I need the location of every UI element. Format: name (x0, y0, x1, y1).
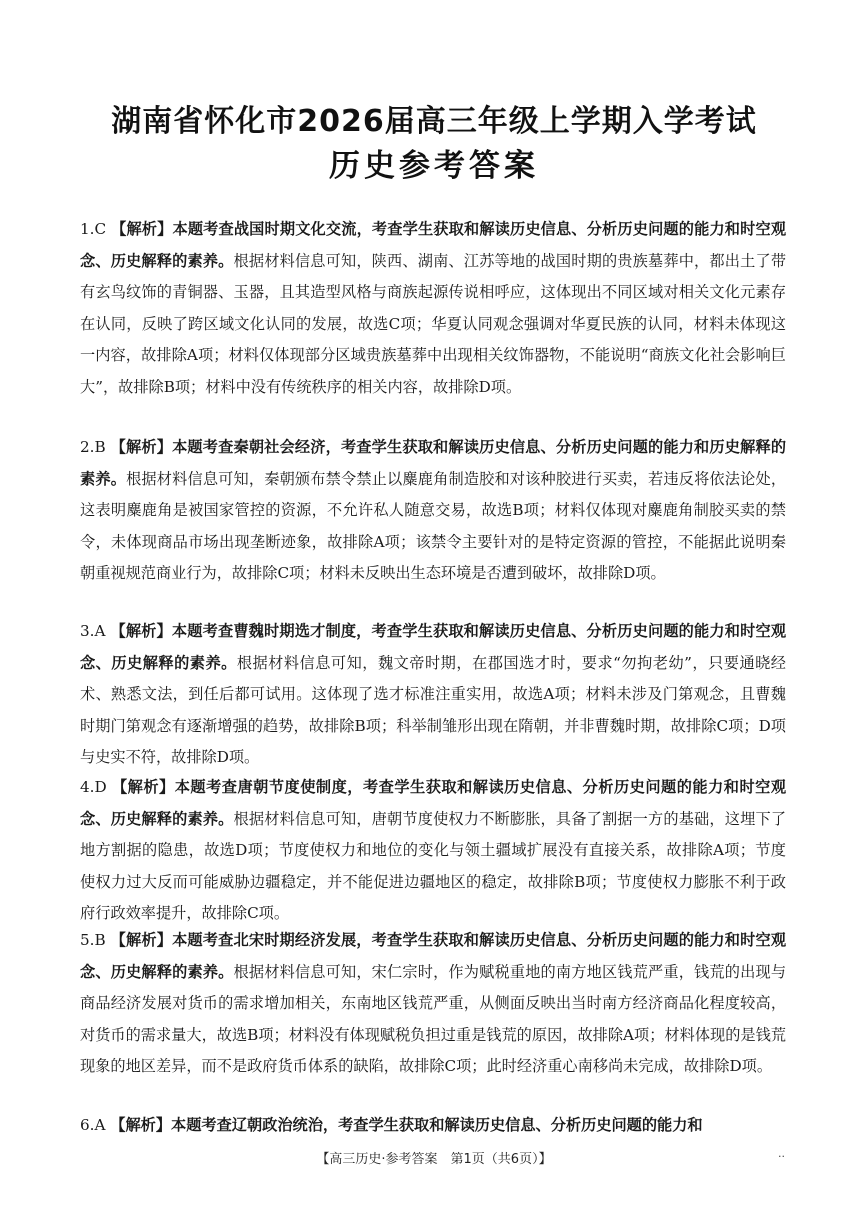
answer-item-4 (80, 772, 786, 930)
answer-item-5 (80, 925, 786, 1083)
page-subtitle: 历史参考答案 (329, 148, 539, 184)
answer-number: 2.B (80, 438, 106, 456)
answer-analysis-body: 根据材料信息可知，秦朝颁布禁令禁止以麋鹿角制造胶和对该种胶进行买卖，若违反将依法论处，这表明麋鹿角是被国家管控的资源，不允许私人随意交易，故选B项；材料仅体现对麋鹿角制胶买卖的禁令，未体现商品市场出现垄断迹象，故排除A项；该禁令主要针对的是特定资源的管控，不能据此说明秦朝重视规范商业行为，故排除C项；材料未反映出生态环境是否遭到破坏，故排除D项。 (80, 469, 787, 583)
corner-mark: ·· (778, 1150, 785, 1163)
answer-item-1 (80, 214, 786, 404)
answer-analysis-lead: 【解析】本题考查秦朝社会经济，考查学生获取和解读历史信息、分析历史问题的能力和历史解释的素养。 (80, 438, 787, 488)
answer-analysis-lead: 【解析】本题考查战国时期文化交流，考查学生获取和解读历史信息、分析历史问题的能力和时空观念、历史解释的素养。 (80, 220, 787, 270)
answer-analysis-body: 根据材料信息可知，魏文帝时期，在郡国选才时，要求“勿拘老幼”，只要通晓经术、熟悉文法，到任后都可试用。这体现了选才标准注重实用，故选A项；材料未涉及门第观念，且曹魏时期门第观念有逐渐增强的趋势，故排除B项；科举制雏形出现在隋朝，并非曹魏时期，故排除C项；D项与史实不符，故排除D项。 (80, 653, 786, 767)
answer-analysis-lead: 【解析】本题考查曹魏时期选才制度，考查学生获取和解读历史信息、分析历史问题的能力和时空观念、历史解释的素养。 (80, 622, 787, 672)
answer-number: 1.C (80, 220, 107, 238)
answer-analysis-body: 根据材料信息可知，陕西、湖南、江苏等地的战国时期的贵族墓葬中，都出土了带有玄鸟纹饰的青铜器、玉器，且其造型风格与商族起源传说相呼应，这体现出不同区域对相关文化元素存在认同，反映了跨区域文化认同的发展，故选C项；华夏认同观念强调对华夏民族的认同，材料未体现这一内容，故排除A项；材料仅体现部分区域贵族墓葬中出现相关纹饰器物，不能说明“商族文化社会影响巨大”，故排除B项；材料中没有传统秩序的相关内容，故排除D项。 (80, 251, 787, 396)
page-footer: 【高三历史·参考答案 第1页（共6页）】 (316, 1152, 552, 1167)
answer-item-2 (80, 432, 786, 590)
answer-number: 3.A (80, 622, 106, 640)
answer-analysis-lead: 【解析】本题考查辽朝政治统治，考查学生获取和解读历史信息、分析历史问题的能力和 (110, 1116, 703, 1134)
answer-number: 6.A (80, 1116, 106, 1134)
answer-item-3 (80, 616, 786, 774)
answer-item-6 (80, 1110, 786, 1142)
answer-analysis-lead: 【解析】本题考查北宋时期经济发展，考查学生获取和解读历史信息、分析历史问题的能力和时空观念、历史解释的素养。 (80, 931, 787, 981)
answer-analysis-body: 根据材料信息可知，唐朝节度使权力不断膨胀，具备了割据一方的基础，这埋下了地方割据的隐患，故选D项；节度使权力和地位的变化与领土疆域扩展没有直接关系，故排除A项；节度使权力过大反而可能威胁边疆稳定，并不能促进边疆地区的稳定，故排除B项；节度使权力膨胀不利于政府行政效率提升，故排除C项。 (80, 809, 787, 923)
answer-analysis-body: 根据材料信息可知，宋仁宗时，作为赋税重地的南方地区钱荒严重，钱荒的出现与商品经济发展对货币的需求增加相关，东南地区钱荒严重，从侧面反映出当时南方经济商品化程度较高，对货币的需求量大，故选B项；材料没有体现赋税负担过重是钱荒的原因，故排除A项；材料体现的是钱荒现象的地区差异，而不是政府货币体系的缺陷，故排除C项；此时经济重心南移尚未完成，故排除D项。 (80, 962, 787, 1076)
page-title: 湖南省怀化市2026届高三年级上学期入学考试 (111, 104, 757, 139)
answer-analysis-lead: 【解析】本题考查唐朝节度使制度，考查学生获取和解读历史信息、分析历史问题的能力和时空观念、历史解释的素养。 (80, 778, 787, 828)
answer-number: 4.D (80, 778, 107, 796)
answer-number: 5.B (80, 931, 106, 949)
